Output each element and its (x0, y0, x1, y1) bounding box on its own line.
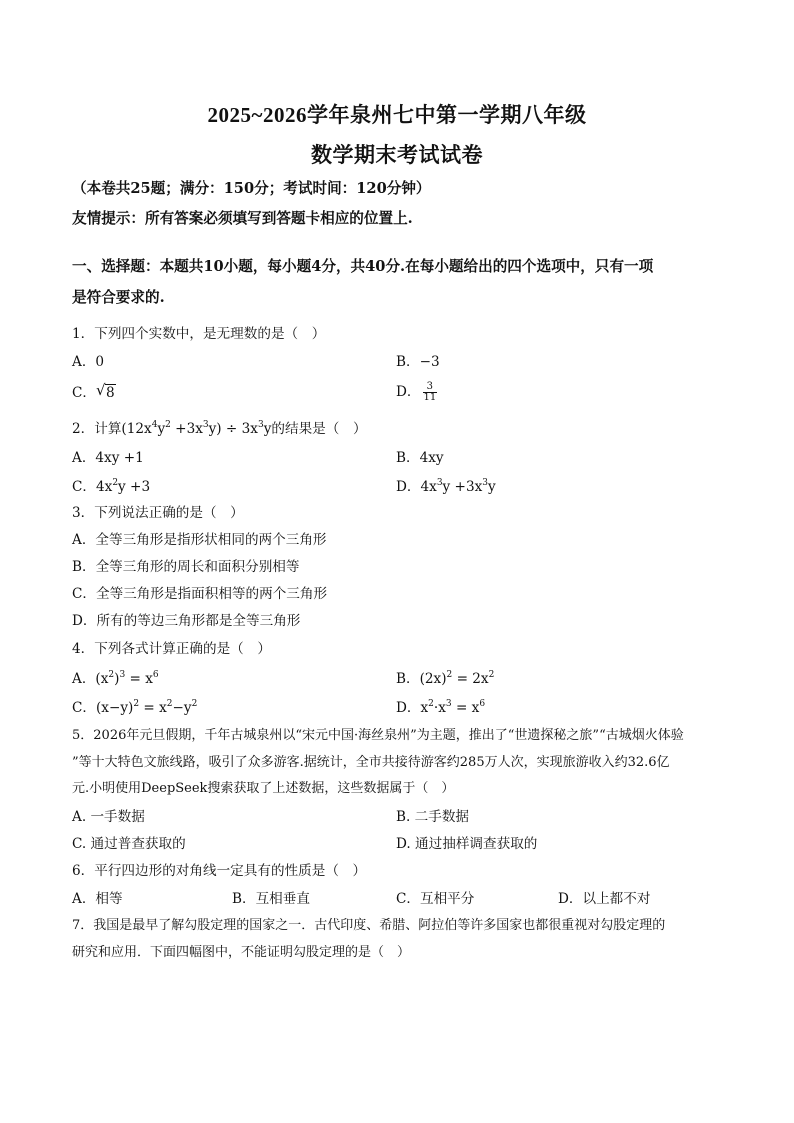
math-text: C．4x (72, 479, 113, 495)
exponent: 6 (479, 699, 486, 709)
q4-option-a (72, 670, 159, 688)
q5-option-a: A. 一手数据 (72, 809, 145, 825)
math-text: B．(2x) (396, 671, 447, 687)
math-text: y的结果是（ ） (263, 421, 367, 437)
math-text: ) (114, 671, 120, 687)
q5-option-d: D. 通过抽样调查获取的 (396, 836, 538, 852)
q3-option-d: D．所有的等边三角形都是全等三角形 (72, 613, 301, 629)
math-text: y (157, 421, 166, 437)
math-text: y) ÷ 3x (208, 421, 258, 437)
exponent: 2 (112, 478, 119, 488)
exam-info: （本卷共25题；满分：150分；考试时间：120分钟） (72, 180, 431, 197)
math-text: = x (125, 671, 153, 687)
q3-option-b: B．全等三角形的周长和面积分别相等 (72, 559, 300, 575)
exponent: 3 (436, 478, 443, 488)
exponent: 2 (165, 420, 171, 430)
math-text: = x (139, 700, 167, 716)
exponent: 3 (482, 478, 488, 488)
q2-option-d (396, 478, 496, 496)
q6-option-a: A．相等 (72, 891, 123, 907)
math-text: = x (451, 700, 480, 716)
q2-option-b: B．4xy (396, 450, 444, 466)
exponent: 2 (191, 699, 198, 709)
q7-stem-line1: 7．我国是最早了解勾股定理的国家之一．古代印度、希腊、阿拉伯等许多国家也都很重视对勾股定理的 (72, 918, 666, 933)
q6-option-d: D．以上都不对 (558, 891, 651, 907)
q1-option-d (396, 382, 437, 403)
math-text: A．(x (72, 671, 109, 687)
q1-option-a: A．0 (72, 354, 105, 370)
q1-option-c-label: C． (72, 385, 96, 401)
exponent: 2 (133, 699, 140, 709)
exponent: 2 (108, 670, 115, 680)
exam-tip: 友情提示：所有答案必须填写到答题卡相应的位置上. (72, 210, 413, 227)
exponent: 4 (151, 420, 158, 430)
math-text: = 2x (452, 671, 489, 687)
fraction (423, 382, 438, 403)
q1-option-c-radicand: 8 (106, 385, 115, 401)
q5-option-c: C. 通过普查获取的 (72, 836, 186, 852)
sqrt-symbol: √ 8 (96, 381, 115, 401)
q1-option-c (72, 381, 116, 402)
q1-option-d-label: D． (396, 384, 421, 400)
q6-option-b: B．互相垂直 (232, 891, 310, 907)
exponent: 3 (445, 699, 452, 709)
exponent: 2 (428, 699, 434, 709)
q4-option-c (72, 699, 197, 717)
q4-option-b (396, 670, 494, 688)
q4-option-d (396, 699, 485, 717)
q6-stem: 6．平行四边形的对角线一定具有的性质是（ ） (72, 863, 367, 879)
q5-stem-line2: ”等十大特色文旅线路，吸引了众多游客.据统计，全市共接待游客约285万人次，实现旅游收入约32.6亿 (72, 755, 670, 770)
q5-option-b: B. 二手数据 (396, 809, 470, 825)
q2-option-c (72, 478, 150, 496)
q2-option-a: A．4xy +1 (72, 450, 144, 466)
math-text: +3x (170, 421, 203, 437)
exponent: 2 (446, 670, 453, 680)
exponent: 2 (488, 670, 495, 680)
q1-option-b: B．−3 (396, 354, 440, 370)
math-text: y +3 (118, 479, 151, 495)
q5-stem-line1: 5．2026年元旦假期，千年古城泉州以“宋元中国·海丝泉州”为主题，推出了“世遗探秘之旅”“古城烟火体验 (72, 728, 684, 743)
q4-stem: 4．下列各式计算正确的是（ ） (72, 641, 271, 657)
q5-stem-line3: 元.小明使用DeepSeek搜索获取了上述数据，这些数据属于（ ） (72, 781, 455, 796)
math-text: D．4x (396, 479, 437, 495)
q6-option-c: C．互相平分 (396, 891, 475, 907)
math-text: D．x (396, 700, 429, 716)
q2-stem (72, 420, 367, 438)
exponent: 2 (166, 699, 173, 709)
q3-option-a: A．全等三角形是指形状相同的两个三角形 (72, 532, 327, 548)
q1-stem: 1．下列四个实数中，是无理数的是（ ） (72, 326, 326, 342)
q3-option-c: C．全等三角形是指面积相等的两个三角形 (72, 586, 328, 602)
fraction-denominator: 11 (423, 392, 437, 403)
exponent: 3 (119, 670, 126, 680)
q7-stem-line2: 研究和应用．下面四幅图中，不能证明勾股定理的是（ ） (72, 945, 411, 960)
math-text: −y (172, 700, 192, 716)
exponent: 6 (152, 670, 159, 680)
math-text: 2．计算(12x (72, 421, 152, 437)
q3-stem: 3．下列说法正确的是（ ） (72, 505, 244, 521)
exam-title-line1: 2025~2026学年泉州七中第一学期八年级 (207, 103, 587, 127)
fraction-numerator: 3 (423, 382, 438, 393)
math-text: y (488, 479, 496, 495)
exponent: 3 (257, 420, 264, 430)
math-text: ·x (433, 700, 446, 716)
math-text: C．(x−y) (72, 700, 134, 716)
exponent: 3 (202, 420, 209, 430)
exam-title-line2: 数学期末考试试卷 (311, 143, 483, 167)
math-text: y +3x (442, 479, 483, 495)
section1-heading-line1: 一、选择题：本题共10小题，每小题4分，共40分.在每小题给出的四个选项中，只有一项 (72, 258, 654, 275)
section1-heading-line2: 是符合要求的. (72, 289, 165, 306)
